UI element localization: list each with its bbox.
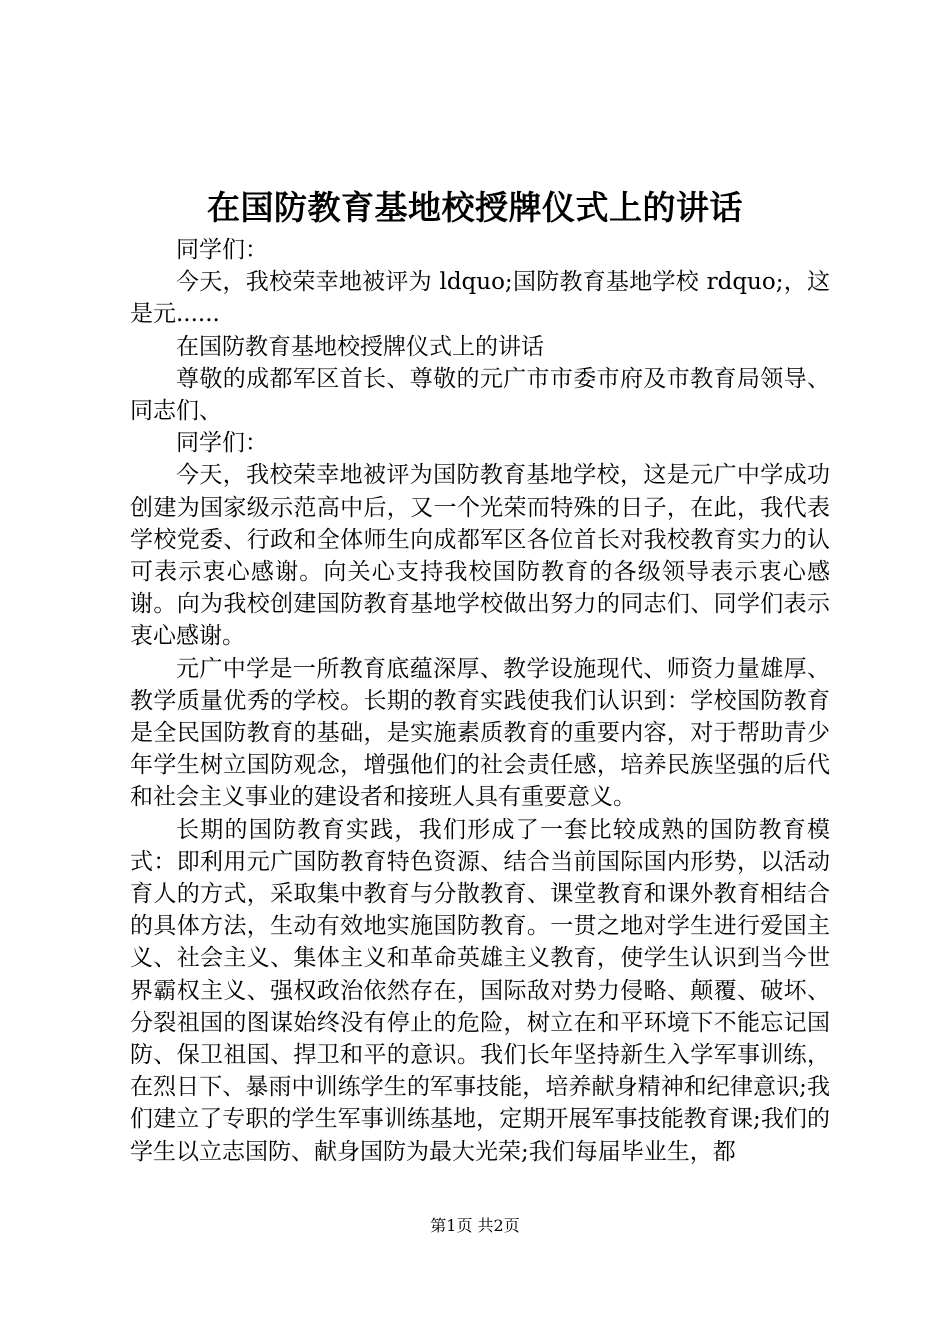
paragraph-summary: 今天，我校荣幸地被评为 ldquo;国防教育基地学校 rdquo;，这是元...... (130, 269, 830, 328)
paragraph-greeting-2: 同学们： (176, 430, 268, 457)
document-body (130, 234, 830, 1168)
document-title: 在国防教育基地校授牌仪式上的讲话 (207, 188, 743, 227)
paragraph-body: 长期的国防教育实践，我们形成了一套比较成熟的国防教育模式：即利用元广国防教育特色资源、结合当前国际国内形势，以活动育人的方式，采取集中教育与分散教育、课堂教育和课外教育相结合的具体方法，生动有效地实施国防教育。一贯之地对学生进行爱国主义、社会主义、集体主义和革命英雄主义教育，使学生认识到当今世界霸权主义、强权政治依然存在，国际敌对势力侵略、颠覆、破坏、分裂祖国的图谋始终没有停止的危险，树立在和平环境下不能忘记国防、保卫祖国、捍卫和平的意识。我们长年坚持新生入学军事训练，在烈日下、暴雨中训练学生的军事技能，培养献身精神和纪律意识;我们建立了专职的学生军事训练基地，定期开展军事技能教育课;我们的学生以立志国防、献身国防为最大光荣;我们每届毕业生，都 (130, 816, 830, 1165)
paragraph-body: 今天，我校荣幸地被评为国防教育基地学校，这是元广中学成功创建为国家级示范高中后，又一个光荣而特殊的日子，在此，我代表学校党委、行政和全体师生向成都军区各位首长对我校教育实力的认可表示衷心感谢。向关心支持我校国防教育的各级领导表示衷心感谢。向为我校创建国防教育基地学校做出努力的同志们、同学们表示衷心感谢。 (130, 462, 830, 650)
paragraph-salutation: 尊敬的成都军区首长、尊敬的元广市市委市府及市教育局领导、同志们、 (130, 365, 830, 425)
paragraph-subtitle: 在国防教育基地校授牌仪式上的讲话 (176, 333, 544, 360)
page-number: 第1页 共2页 (430, 1216, 520, 1235)
paragraph-greeting: 同学们： (176, 237, 268, 263)
paragraph-body: 元广中学是一所教育底蕴深厚、教学设施现代、师资力量雄厚、教学质量优秀的学校。长期的教育实践使我们认识到：学校国防教育是全民国防教育的基础，是实施素质教育的重要内容，对于帮助青少年学生树立国防观念，增强他们的社会责任感，培养民族坚强的后代和社会主义事业的建设者和接班人具有重要意义。 (130, 655, 830, 811)
